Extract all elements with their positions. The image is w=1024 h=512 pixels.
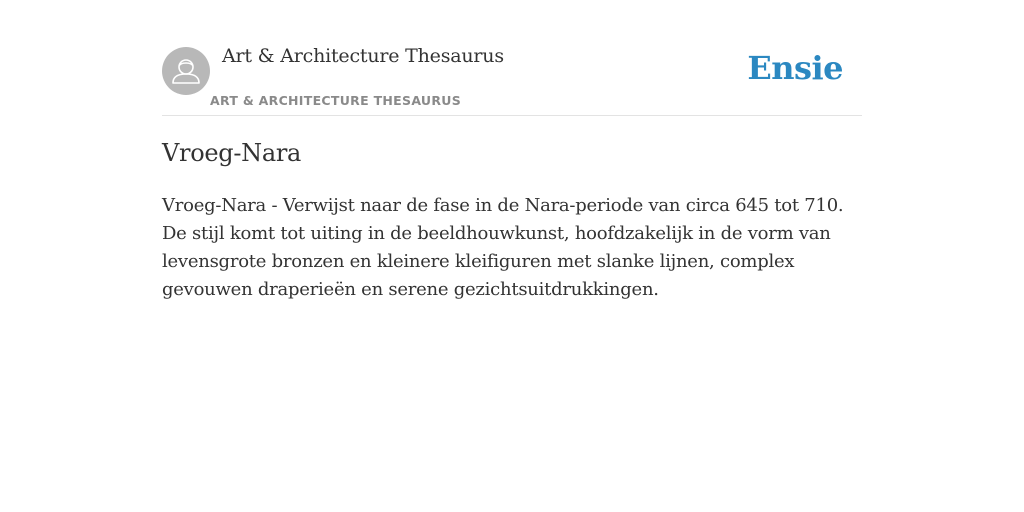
entry-header xyxy=(162,0,862,116)
entry-card xyxy=(162,0,862,512)
user-silhouette-icon xyxy=(162,47,210,95)
author-avatar[interactable] xyxy=(162,47,210,95)
ensie-logo[interactable]: Ensie xyxy=(747,49,843,87)
page-title: Vroeg-Nara xyxy=(162,139,302,167)
publication-label[interactable]: ART & ARCHITECTURE THESAURUS xyxy=(210,93,462,108)
author-name[interactable]: Art & Architecture Thesaurus xyxy=(222,45,504,67)
definition-text: Vroeg-Nara - Verwijst naar de fase in de Nara-periode van circa 645 tot 710. De stijl komt tot uiting in de beeldhouwkunst, hoofdzakelijk in de vorm van levensgrote bronzen en kleinere kleifiguren met slanke lijnen, complex gevouwen draperieën en serene gezichtsuitdrukkingen. xyxy=(162,195,844,300)
